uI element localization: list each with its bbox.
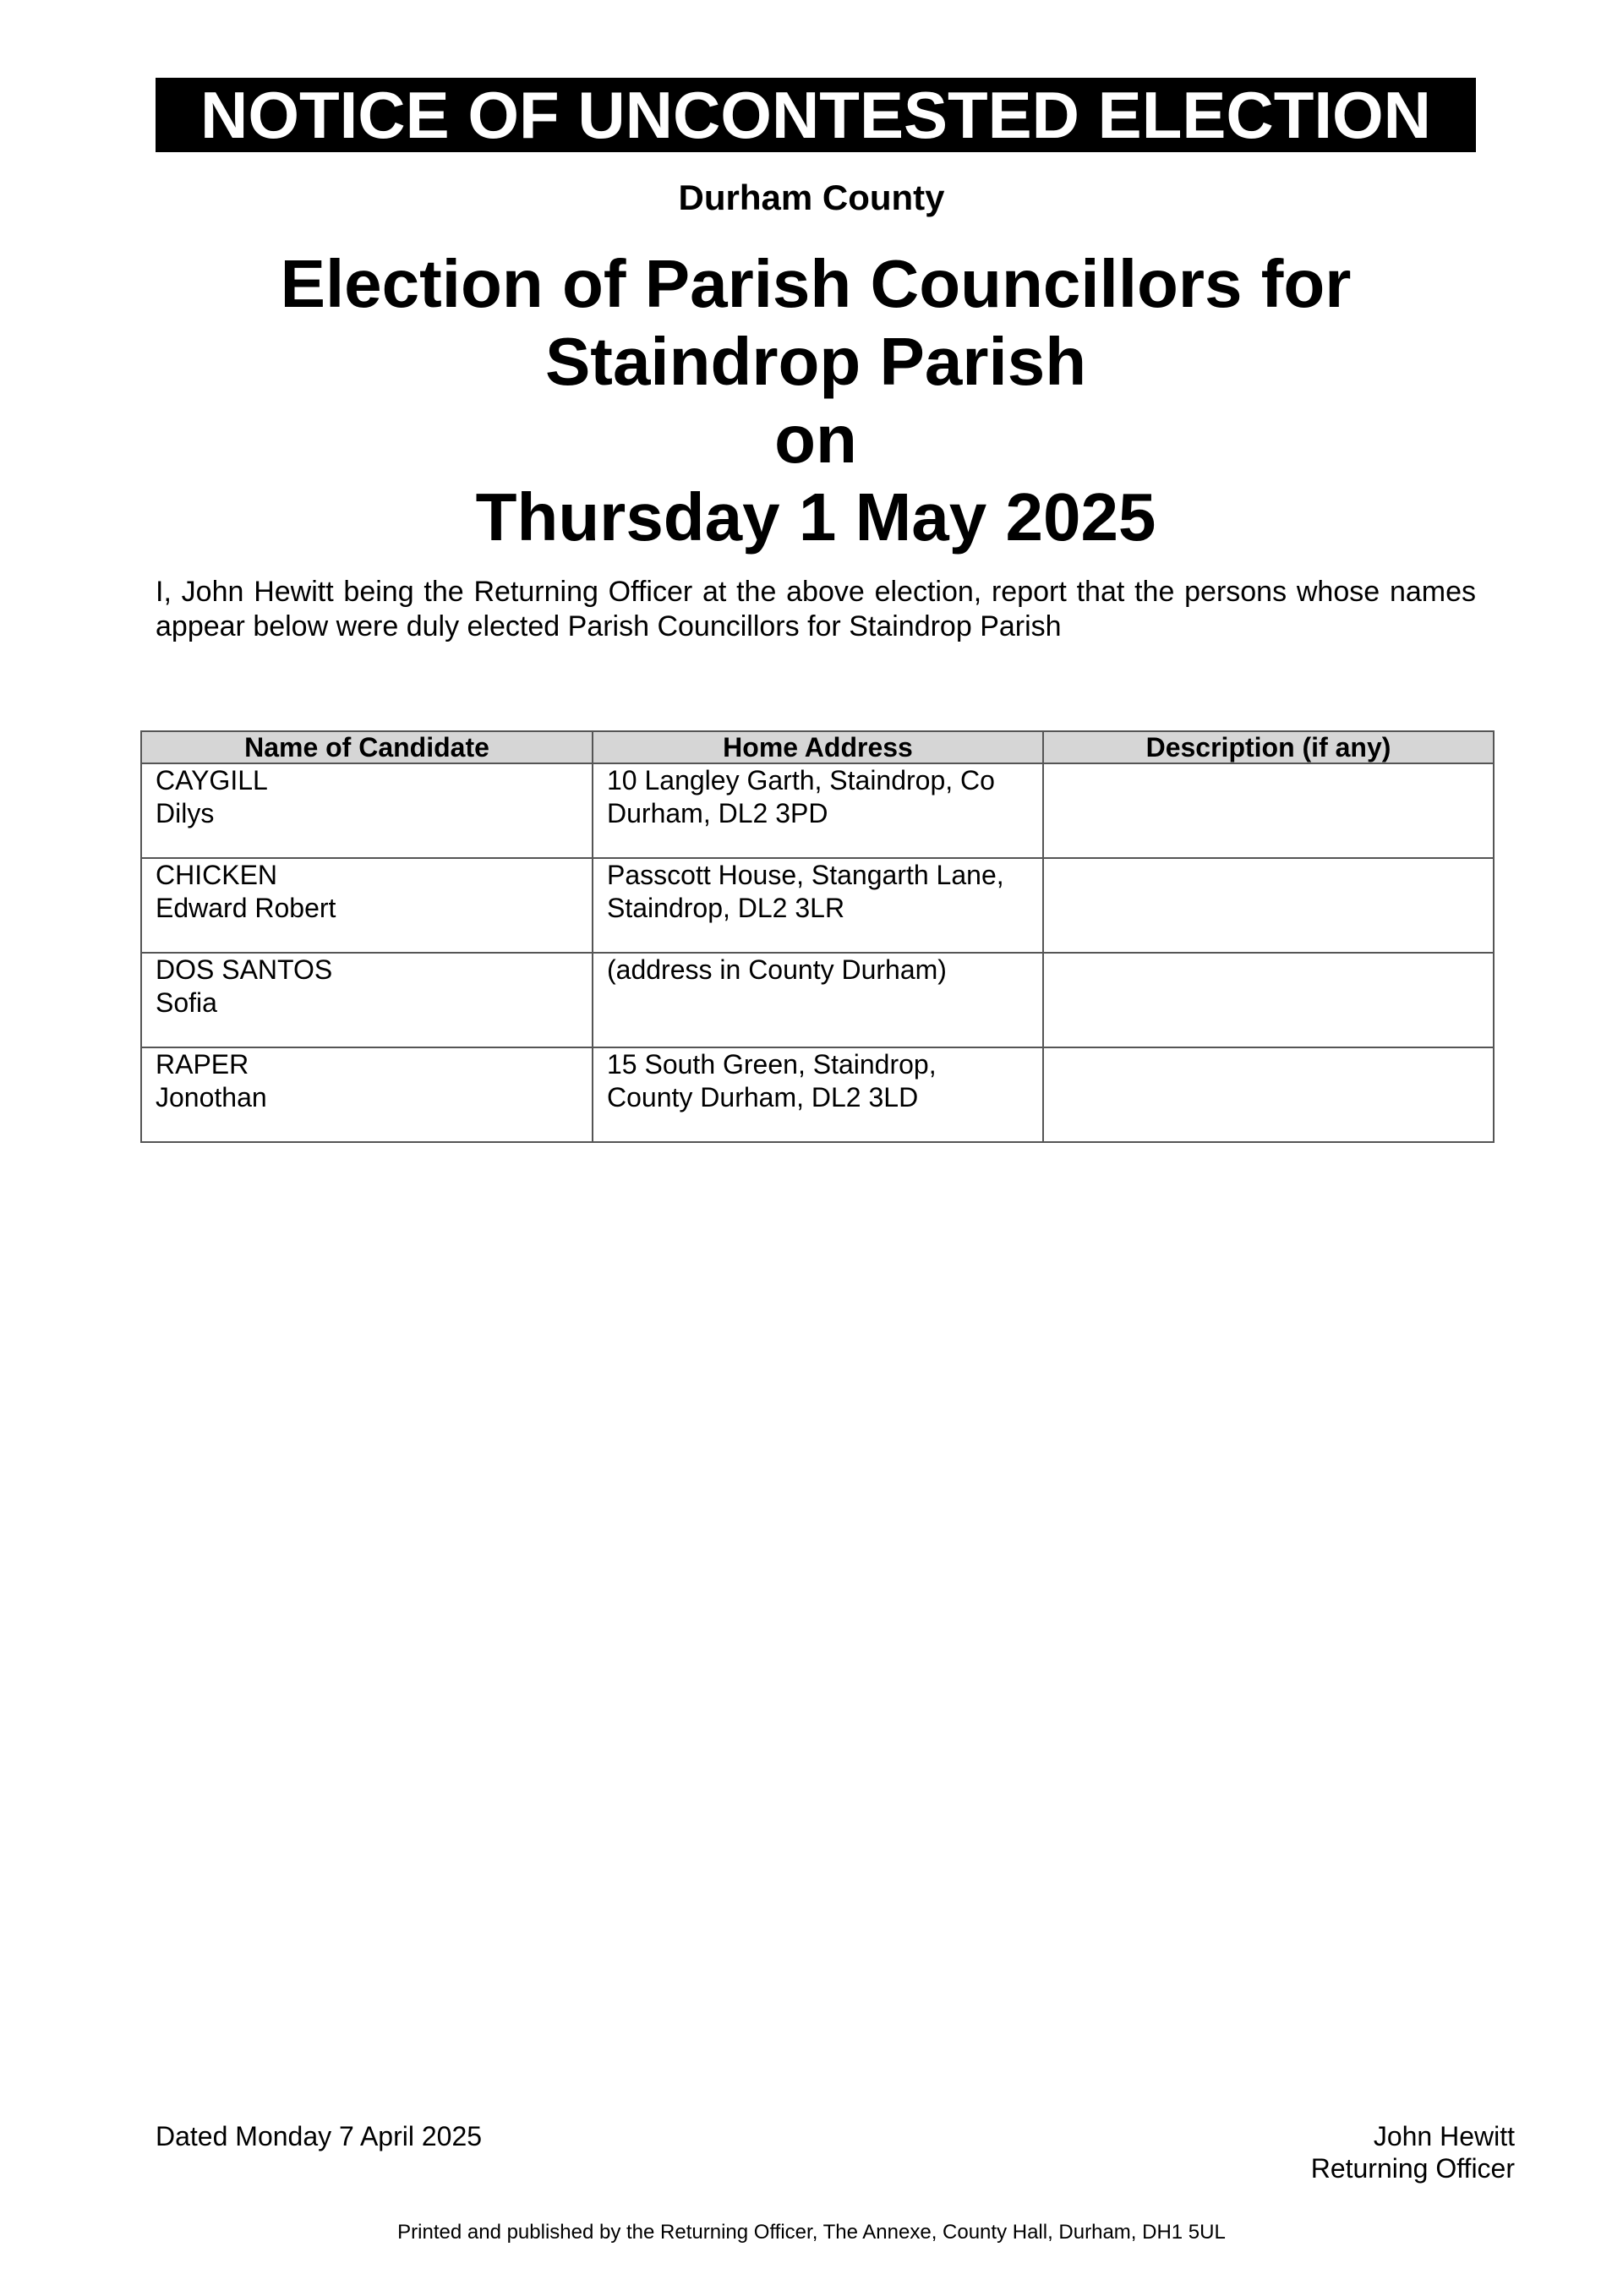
address-line: Staindrop, DL2 3LR <box>607 893 845 923</box>
candidate-name-cell <box>141 858 593 953</box>
candidate-name-cell <box>141 1047 593 1142</box>
address-line: County Durham, DL2 3LD <box>607 1082 919 1112</box>
intro-statement: I, John Hewitt being the Returning Officer at the above election, report that the persons whose names appear below were duly elected Parish Councillors for Staindrop Parish <box>156 576 1476 642</box>
county-heading: Durham County <box>678 178 945 217</box>
address-line: Durham, DL2 3PD <box>607 798 828 828</box>
header-name-of-candidate: Name of Candidate <box>141 731 593 763</box>
candidate-forenames: Dilys <box>156 798 215 828</box>
address-line: Passcott House, Stangarth Lane, <box>607 860 1004 890</box>
candidate-name-cell <box>141 763 593 858</box>
candidate-description-cell <box>1043 953 1494 1047</box>
candidate-address-cell <box>593 858 1043 953</box>
officer-title: Returning Officer <box>1310 2153 1515 2184</box>
title-line-4: Thursday 1 May 2025 <box>475 479 1156 555</box>
table-row <box>141 858 1494 953</box>
candidate-surname: CAYGILL <box>156 765 268 795</box>
candidate-name-cell <box>141 953 593 1047</box>
candidate-description-cell <box>1043 1047 1494 1142</box>
notice-banner: NOTICE OF UNCONTESTED ELECTION <box>156 78 1476 152</box>
header-description: Description (if any) <box>1043 731 1494 763</box>
address-line: (address in County Durham) <box>607 954 947 985</box>
candidate-surname: CHICKEN <box>156 860 278 890</box>
address-line: 10 Langley Garth, Staindrop, Co <box>607 765 995 795</box>
candidate-address-cell <box>593 953 1043 1047</box>
table-header-row <box>141 731 1494 763</box>
table-row <box>141 1047 1494 1142</box>
candidate-forenames: Jonothan <box>156 1082 267 1112</box>
table-row <box>141 953 1494 1047</box>
election-title <box>156 245 1476 556</box>
table-row <box>141 763 1494 858</box>
candidate-surname: DOS SANTOS <box>156 954 333 985</box>
imprint-line: Printed and published by the Returning Officer, The Annexe, County Hall, Durham, DH1 5UL <box>397 2221 1226 2244</box>
candidate-surname: RAPER <box>156 1049 249 1080</box>
candidate-description-cell <box>1043 858 1494 953</box>
signoff-block <box>1311 2120 1515 2184</box>
candidates-table <box>140 730 1495 1143</box>
dated-line: Dated Monday 7 April 2025 <box>156 2121 483 2151</box>
candidate-forenames: Sofia <box>156 987 217 1018</box>
title-line-1: Election of Parish Councillors for <box>280 246 1352 321</box>
address-line: 15 South Green, Staindrop, <box>607 1049 937 1080</box>
candidate-forenames: Edward Robert <box>156 893 336 923</box>
candidate-address-cell <box>593 1047 1043 1142</box>
candidate-description-cell <box>1043 763 1494 858</box>
title-line-3: on <box>774 402 857 477</box>
candidate-address-cell <box>593 763 1043 858</box>
officer-name: John Hewitt <box>1373 2121 1515 2151</box>
title-line-2: Staindrop Parish <box>544 324 1087 399</box>
header-home-address: Home Address <box>593 731 1043 763</box>
